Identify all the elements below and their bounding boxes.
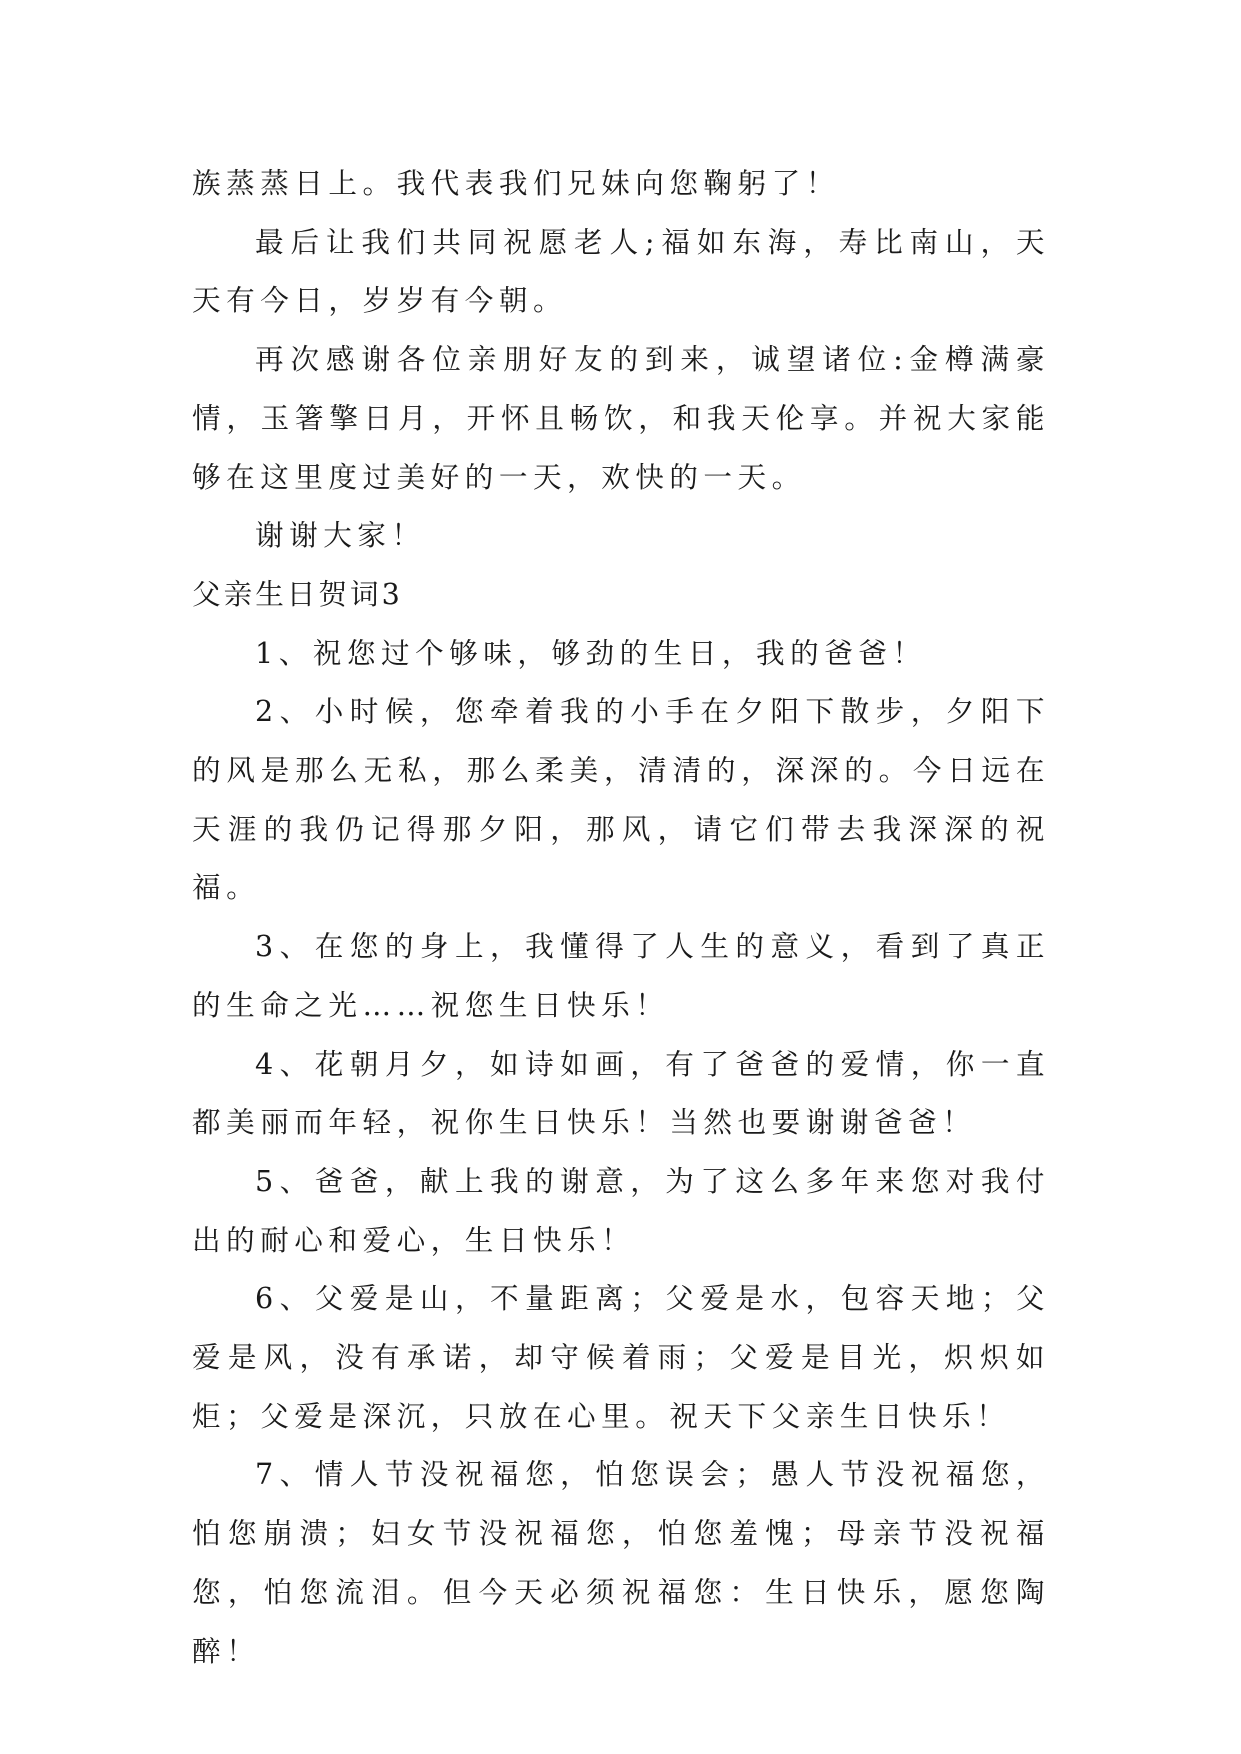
- paragraph-continuation: 族蒸蒸日上。我代表我们兄妹向您鞠躬了！: [192, 166, 840, 200]
- list-item: 7、情人节没祝福您，怕您误会；愚人节没祝福您，怕您崩溃；妇女节没祝福您，怕您羞愧；母亲节没祝福您，怕您流泪。但今天必须祝福您：生日快乐，愿您陶醉！: [192, 1457, 1050, 1668]
- paragraph-thanks-guests: 再次感谢各位亲朋好友的到来，诚望诸位:金樽满豪情，玉箸擎日月，开怀且畅饮，和我天伦享。并祝大家能够在这里度过美好的一天，欢快的一天。: [192, 342, 1050, 494]
- list-item: 1、祝您过个够味，够劲的生日，我的爸爸！: [255, 635, 927, 670]
- list-item: 5、爸爸，献上我的谢意，为了这么多年来您对我付出的耐心和爱心，生日快乐！: [192, 1163, 1050, 1257]
- list-item: 6、父爱是山，不量距离；父爱是水，包容天地；父爱是风，没有承诺，却守候着雨；父爱是目光，炽炽如炬；父爱是深沉，只放在心里。祝天下父亲生日快乐！: [192, 1281, 1050, 1433]
- document-page: [192, 154, 1050, 1680]
- list-item: 3、在您的身上，我懂得了人生的意义，看到了真正的生命之光……祝您生日快乐！: [192, 929, 1050, 1022]
- paragraph-closing-wish: 最后让我们共同祝愿老人;福如东海，寿比南山，天天有今日，岁岁有今朝。: [192, 224, 1050, 318]
- section-heading: 父亲生日贺词3: [192, 576, 403, 611]
- list-item: 4、花朝月夕，如诗如画，有了爸爸的爱情，你一直都美丽而年轻，祝你生日快乐！当然也要谢谢爸爸！: [192, 1046, 1050, 1140]
- list-item: 2、小时候，您牵着我的小手在夕阳下散步，夕阳下的风是那么无私，那么柔美，清清的，深深的。今日远在天涯的我仍记得那夕阳，那风，请它们带去我深深的祝福。: [192, 694, 1050, 905]
- paragraph-thank-you: 谢谢大家！: [255, 518, 426, 553]
